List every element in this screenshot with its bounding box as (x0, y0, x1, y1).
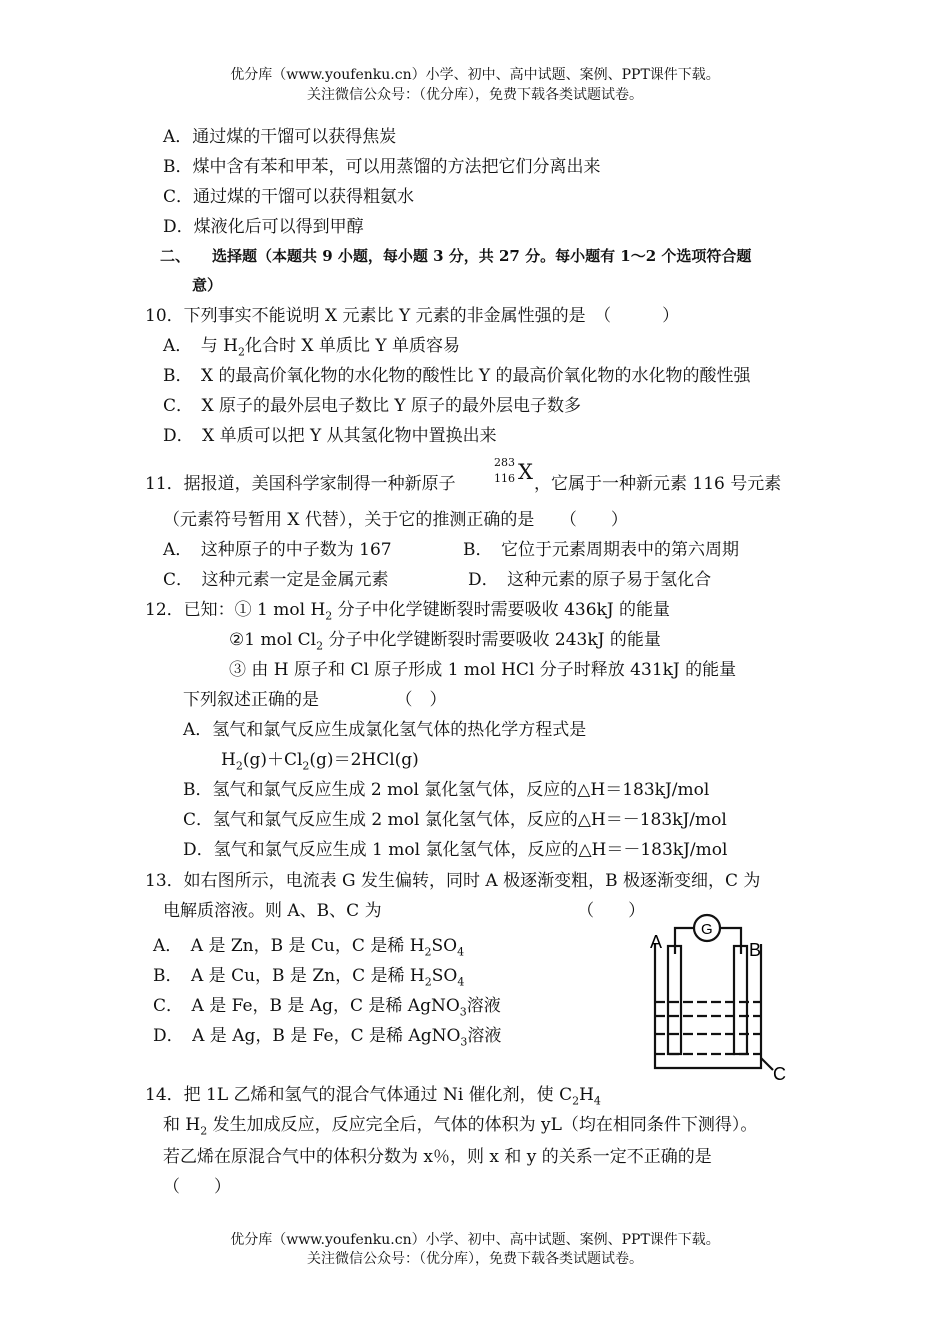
label-c-leader (761, 1058, 773, 1070)
q12-option-b: B．氢气和氯气反应生成 2 mol 氯化氢气体，反应的△H＝183kJ/mol (183, 780, 710, 800)
q10-stem: 10．下列事实不能说明 X 元素比 Y 元素的非金属性强的是 （ ） (145, 306, 680, 326)
q14-answer-blank: （ ） (163, 1177, 231, 1197)
q13-stem-line2: 电解质溶液。则 A、B、C 为 （ ） (163, 901, 646, 921)
footer-line-2: 关注微信公众号：（优分库），免费下载各类试题试卷。 (307, 1251, 643, 1267)
header-line-2: 关注微信公众号：（优分库），免费下载各类试题试卷。 (307, 87, 643, 103)
q10-option-c: C． X 原子的最外层电子数比 Y 原子的最外层电子数多 (163, 396, 582, 416)
q10-option-a: A． 与 $H_2$化合时 X 单质比 Y 单质容易 (163, 336, 460, 359)
nuclide-symbol: X (518, 460, 533, 484)
label-g: G (701, 921, 713, 938)
q11-option-b: B． 它位于元素周期表中的第六周期 (463, 540, 739, 560)
q13-option-d: D． A 是 Ag，B 是 Fe，C 是稀 AgNO$_3$溶液 (153, 1026, 502, 1049)
beaker (655, 944, 761, 1068)
electrolytic-cell-figure (645, 910, 795, 1085)
section2-number: 二、 (160, 247, 191, 265)
electrode-b (734, 946, 747, 1054)
label-c: C (773, 1064, 786, 1084)
q12-option-c: C．氢气和氯气反应生成 2 mol 氯化氢气体，反应的△H＝－183kJ/mol (183, 810, 727, 830)
q13-option-b: B． A 是 Cu，B 是 Zn，C 是稀 $H_2SO_4$ (153, 966, 465, 989)
q13-option-c: C． A 是 Fe，B 是 Ag，C 是稀 AgNO$_3$溶液 (153, 996, 501, 1019)
q12-given-2: ②1 mol $Cl_2$ 分子中化学键断裂时需要吸收 243kJ 的能量 (229, 630, 661, 653)
header-line-1: 优分库（www.youfenku.cn）小学、初中、高中试题、案例、PPT课件下载。 (230, 67, 720, 83)
label-b: B (749, 940, 762, 960)
q11-stem-line2: （元素符号暂用 X 代替），关于它的推测正确的是 （ ） (163, 510, 628, 530)
q10-option-b: B． X 的最高价氧化物的水化物的酸性比 Y 的最高价氧化物的水化物的酸性强 (163, 366, 751, 386)
q12-given-1: 12．已知：① 1 mol $H_2$ 分子中化学键断裂时需要吸收 436kJ 的能量 (145, 600, 671, 623)
nuclide-atomic-number: 116 (494, 472, 515, 485)
label-a: A (650, 932, 663, 952)
q11-option-c: C． 这种元素一定是金属元素 (163, 570, 389, 590)
q9-option-c: C．通过煤的干馏可以获得粗氨水 (163, 187, 415, 207)
q12-given-3: ③ 由 H 原子和 Cl 原子形成 1 mol HCl 分子时释放 431kJ 的能量 (229, 660, 737, 680)
q12-equation: $H_2(g)+Cl_2(g)=2HCl(g)$ (221, 750, 419, 773)
q10-option-d: D． X 单质可以把 Y 从其氢化物中置换出来 (163, 426, 497, 446)
footer-line-1: 优分库（www.youfenku.cn）小学、初中、高中试题、案例、PPT课件下载。 (230, 1232, 720, 1248)
nuclide-mass-number: 283 (494, 456, 515, 469)
q11-option-a: A． 这种原子的中子数为 167 (163, 540, 392, 560)
q12-option-d: D．氢气和氯气反应生成 1 mol 氯化氢气体，反应的△H＝－183kJ/mol (183, 840, 728, 860)
q14-stem-line1: 14．把 1L 乙烯和氢气的混合气体通过 Ni 催化剂，使 $C_2H_4$ (145, 1085, 601, 1108)
q12-option-a: A．氢气和氯气反应生成氯化氢气体的热化学方程式是 (183, 720, 587, 740)
q11-option-d: D． 这种元素的原子易于氢化合 (468, 570, 712, 590)
q13-stem-line1: 13．如右图所示，电流表 G 发生偏转，同时 A 极逐渐变粗，B 极逐渐变细，C 为 (145, 871, 761, 891)
q12-prompt: 下列叙述正确的是 （ ） (183, 690, 447, 710)
q9-option-b: B．煤中含有苯和甲苯，可以用蒸馏的方法把它们分离出来 (163, 157, 601, 177)
section2-title-line1: 选择题（本题共 9 小题，每小题 3 分，共 27 分。每小题有 1～2 个选项符合题 (212, 247, 752, 265)
wire-right (721, 928, 741, 954)
q13-option-a: A． A 是 Zn，B 是 Cu，C 是稀 $H_2SO_4$ (153, 936, 465, 959)
electrode-a (668, 946, 681, 1054)
wire-left (675, 928, 693, 954)
q11-stem-post: ，它属于一种新元素 116 号元素 (534, 474, 782, 494)
q9-option-a: A．通过煤的干馏可以获得焦炭 (163, 127, 397, 147)
section2-title-line2: 意） (192, 276, 223, 294)
q9-option-d: D．煤液化后可以得到甲醇 (163, 217, 364, 237)
q14-stem-line2: 和 $H_2$ 发生加成反应，反应完全后，气体的体积为 yL（均在相同条件下测得）。 (163, 1115, 758, 1138)
q11-stem-pre: 11．据报道，美国科学家制得一种新原子 (145, 474, 456, 494)
q14-stem-line3: 若乙烯在原混合气中的体积分数为 x％，则 x 和 y 的关系一定不正确的是 (163, 1147, 712, 1167)
